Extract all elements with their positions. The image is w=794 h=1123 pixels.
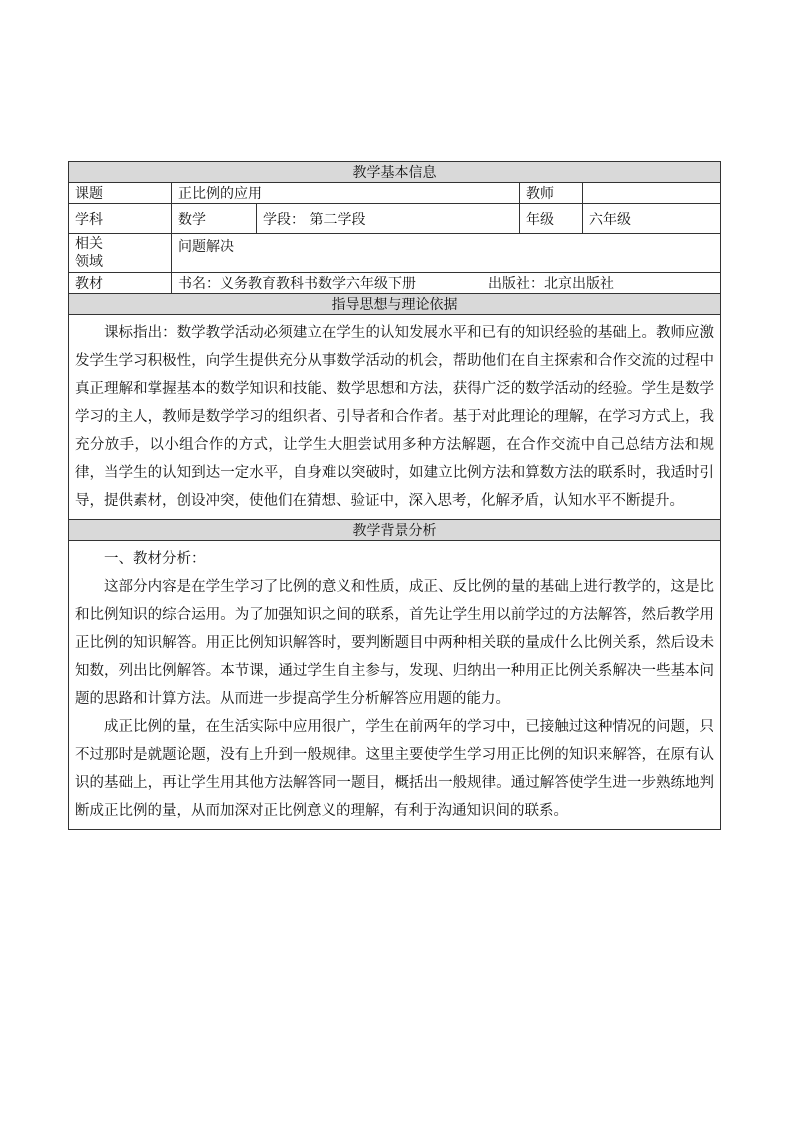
row-subject [69, 204, 721, 234]
row-topic [69, 183, 721, 204]
section-header-background [69, 520, 721, 541]
topic-value: 正比例的应用 [172, 183, 520, 204]
subject-label: 学科 [69, 204, 172, 234]
section-title-guidance: 指导思想与理论依据 [69, 294, 721, 315]
grade-label: 年级 [520, 204, 583, 234]
related-area-label-line1: 相关 [75, 236, 103, 252]
lesson-plan-table [68, 161, 721, 830]
section-title-basic-info: 教学基本信息 [69, 162, 721, 183]
background-heading: 一、教材分析： [104, 551, 206, 567]
guidance-paragraph: 课标指出：数学教学活动必须建立在学生的认知发展水平和已有的知识经验的基础上。教师应激发学生学习积极性，向学生提供充分从事数学活动的机会，帮助他们在自主探索和合作交流的过程中真正理解和掌握基本的数学知识和技能、数学思想和方法，获得广泛的数学活动的经验。学生是数学学习的主人，教师是数学学习的组织者、引导者和合作者。基于对此理论的理解，在学习方式上，我充分放手，以小组合作的方式，让学生大胆尝试用多种方法解题，在合作交流中自己总结方法和规律，当学生的认知到达一定水平，自身难以突破时，如建立比例方法和算数方法的联系时，我适时引导，提供素材，创设冲突，使他们在猜想、验证中，深入思考，化解矛盾，认知水平不断提升。 [75, 325, 715, 509]
section-header-guidance [69, 294, 721, 315]
background-paragraph-2: 成正比例的量，在生活实际中应用很广，学生在前两年的学习中，已接触过这种情况的问题，只不过那时是就题论题，没有上升到一般规律。这里主要使学生学习用正比例的知识来解答，在原有认识的基础上，再让学生用其他方法解答同一题目，概括出一般规律。通过解答使学生进一步熟练地判断成正比例的量，从而加深对正比例意义的理解，有利于沟通知识间的联系。 [75, 719, 715, 819]
topic-label: 课题 [69, 183, 172, 204]
guidance-body [69, 315, 721, 520]
teacher-label: 教师 [520, 183, 583, 204]
publisher: 出版社：北京出版社 [488, 276, 614, 292]
textbook-label: 教材 [69, 273, 172, 294]
row-textbook [69, 273, 721, 294]
row-related-area [69, 234, 721, 273]
stage-value: 学段： 第二学段 [257, 204, 520, 234]
grade-value: 六年级 [583, 204, 721, 234]
row-background-body [69, 541, 721, 830]
subject-value: 数学 [172, 204, 257, 234]
section-title-background: 教学背景分析 [69, 520, 721, 541]
background-paragraph-1: 这部分内容是在学生学习了比例的意义和性质，成正、反比例的量的基础上进行教学的，这是比和比例知识的综合运用。为了加强知识之间的联系，首先让学生用以前学过的方法解答，然后教学用正比例的知识解答。用正比例知识解答时，要判断题目中两种相关联的量成什么比例关系，然后设未知数，列出比例解答。本节课，通过学生自主参与，发现、归纳出一种用正比例关系解决一些基本问题的思路和计算方法。从而进一步提高学生分析解答应用题的能力。 [75, 579, 715, 707]
related-area-label-line2: 领域 [75, 254, 103, 270]
background-body [69, 541, 721, 830]
section-header-basic-info [69, 162, 721, 183]
related-area-value: 问题解决 [172, 234, 721, 273]
teacher-value [583, 183, 721, 204]
row-guidance-body [69, 315, 721, 520]
book-name: 书名：义务教育教科书数学六年级下册 [178, 276, 416, 292]
lesson-plan-document [68, 161, 720, 830]
textbook-value [172, 273, 721, 294]
related-area-label [69, 234, 172, 273]
